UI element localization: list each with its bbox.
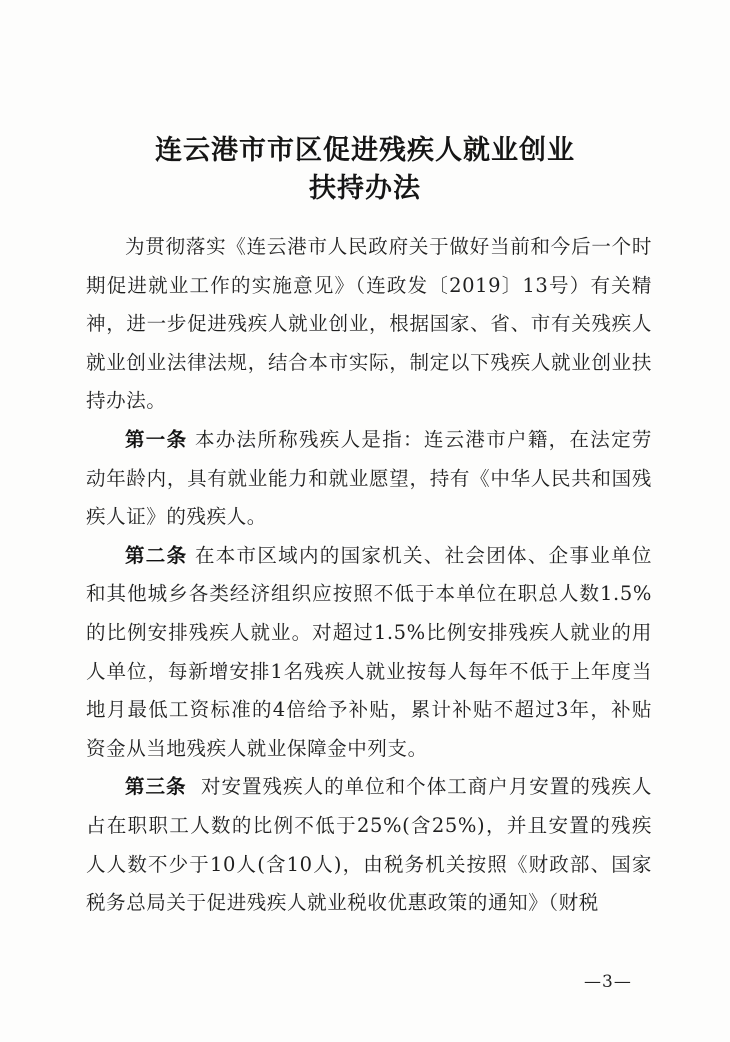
article-3 [86,768,652,922]
document-title-line-2: 扶持办法 [309,173,421,204]
article-1-number: 第一条 [125,427,188,451]
article-2-number: 第二条 [125,543,188,567]
article-2-text: 在本市区域内的国家机关、社会团体、企事业单位和其他城乡各类经济组织应按照不低于本单位在职总人数1.5%的比例安排残疾人就业。对超过1.5%比例安排残疾人就业的用人单位，每新增安排1名残疾人就业按每人每年不低于上年度当地月最低工资标准的4倍给予补贴，累计补贴不超过3年，补贴资金从当地残疾人就业保障金中列支。 [86,543,652,760]
intro-paragraph: 为贯彻落实《连云港市人民政府关于做好当前和今后一个时期促进就业工作的实施意见》（连政发〔2019〕13号）有关精神，进一步促进残疾人就业创业，根据国家、省、市有关残疾人就业创业法律法规，结合本市实际，制定以下残疾人就业创业扶持办法。 [86,235,652,413]
article-3-text: 对安置残疾人的单位和个体工商户月安置的残疾人占在职职工人数的比例不低于25%(含25%)，并且安置的残疾人人数不少于10人(含10人)，由税务机关按照《财政部、国家税务总局关于促进残疾人就业税收优惠政策的通知》（财税 [86,775,652,915]
article-3-number: 第三条 [125,775,187,799]
document-title-line-1: 连云港市市区促进残疾人就业创业 [155,135,575,166]
page-number: —3— [584,972,632,992]
document-body [86,228,652,923]
article-1 [86,421,652,537]
article-2 [86,537,652,769]
article-1-text: 本办法所称残疾人是指：连云港市户籍，在法定劳动年龄内，具有就业能力和就业愿望，持有《中华人民共和国残疾人证》的残疾人。 [86,427,652,529]
